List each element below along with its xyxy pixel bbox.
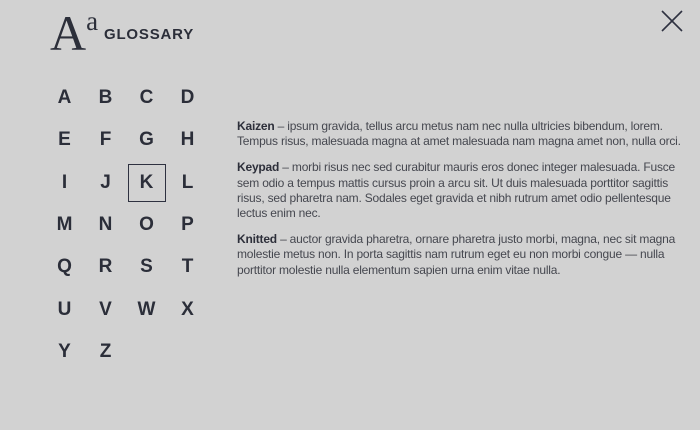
letter-f[interactable]: F bbox=[99, 129, 112, 151]
entry-definition: – auctor gravida pharetra, ornare pharetra justo morbi, magna, nec sit magna molestie metus non. In porta sagittis nam rutrum eget eu non morbi congue — nulla porttitor molestie nulla elementum sapien urna enim vitae nulla. bbox=[237, 232, 676, 277]
page-title: GLOSSARY bbox=[104, 26, 195, 43]
alphabet-grid bbox=[44, 77, 208, 373]
letter-o[interactable]: O bbox=[139, 214, 154, 236]
letter-c[interactable]: C bbox=[139, 87, 154, 109]
entry-definition: – morbi risus nec sed curabitur mauris eros donec integer malesuada. Fusce sem odio a tempus mattis cursus proin a arcu sit. Ut duis malesuada porttitor sagittis risus, sed pharetra nam. Sodales eget gravida et nibh rutrum amet odio pellentesque lectus enim nec. bbox=[237, 160, 676, 221]
letter-b[interactable]: B bbox=[98, 87, 113, 109]
letter-g[interactable]: G bbox=[139, 129, 154, 151]
close-button[interactable] bbox=[658, 7, 686, 35]
letter-k[interactable]: K bbox=[126, 162, 167, 204]
letter-w[interactable]: W bbox=[137, 298, 156, 320]
letter-d[interactable]: D bbox=[180, 87, 195, 109]
letter-e[interactable]: E bbox=[58, 129, 71, 151]
letter-h[interactable]: H bbox=[180, 129, 195, 151]
glossary-logo-icon bbox=[50, 5, 99, 61]
letter-p[interactable]: P bbox=[181, 214, 194, 236]
letter-j[interactable]: J bbox=[100, 171, 111, 193]
letter-r[interactable]: R bbox=[98, 256, 113, 278]
close-icon bbox=[660, 9, 684, 33]
letter-m[interactable]: M bbox=[56, 214, 73, 236]
glossary-entry-kaizen bbox=[237, 119, 685, 149]
letter-l[interactable]: L bbox=[181, 171, 194, 193]
entry-term: Knitted bbox=[237, 232, 277, 247]
letter-x[interactable]: X bbox=[181, 298, 194, 320]
logo-large-letter: A bbox=[50, 5, 87, 61]
glossary-entry-keypad bbox=[237, 160, 685, 221]
letter-q[interactable]: Q bbox=[57, 256, 72, 278]
letter-a[interactable]: A bbox=[57, 87, 72, 109]
letter-i[interactable]: I bbox=[61, 171, 68, 193]
entry-term: Kaizen bbox=[237, 119, 275, 133]
entry-term: Keypad bbox=[237, 160, 280, 175]
letter-v[interactable]: V bbox=[99, 298, 112, 320]
glossary-entries bbox=[237, 119, 685, 289]
letter-z[interactable]: Z bbox=[99, 340, 112, 362]
glossary-entry-knitted bbox=[237, 232, 685, 278]
letter-n[interactable]: N bbox=[98, 214, 113, 236]
letter-y[interactable]: Y bbox=[58, 340, 71, 362]
logo-small-letter: a bbox=[86, 6, 99, 36]
entry-definition: – ipsum gravida, tellus arcu metus nam nec nulla ultricies bibendum, lorem. Tempus risus, malesuada magna at amet malesuada nam magna amet non, nulla orci. bbox=[237, 119, 681, 149]
letter-u[interactable]: U bbox=[57, 298, 72, 320]
letter-t[interactable]: T bbox=[181, 256, 194, 278]
letter-s[interactable]: S bbox=[140, 256, 153, 278]
